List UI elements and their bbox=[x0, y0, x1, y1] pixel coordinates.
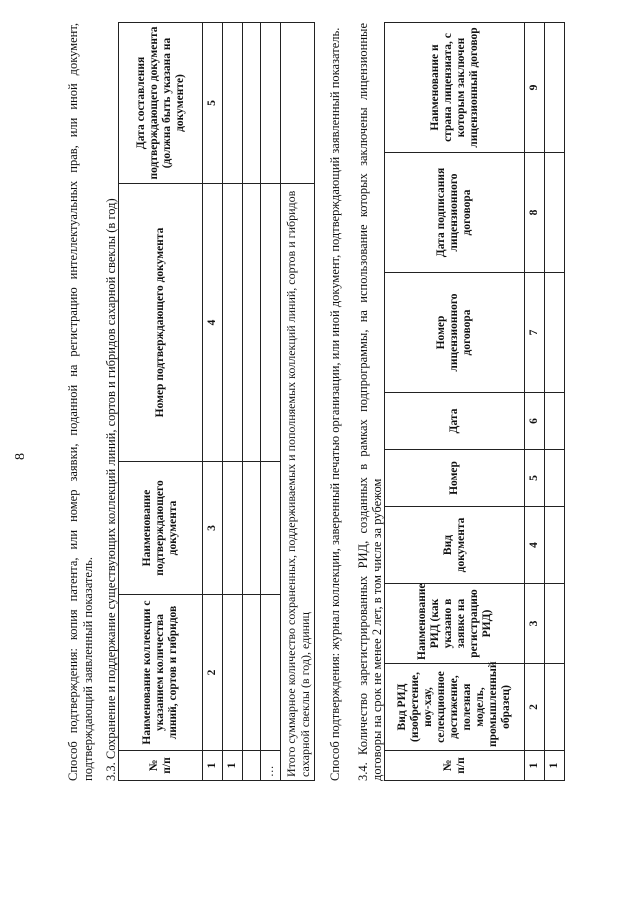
t34-colnum-1: 1 bbox=[525, 751, 545, 781]
paragraph-confirmation-1-line1: Способ подтверждения: копия патента, или номер заявки, поданной на регистрацию интеллектуальных прав, или иной документ, bbox=[66, 23, 80, 781]
page-number: 8 bbox=[13, 453, 28, 460]
table-cell bbox=[243, 23, 261, 184]
table-cell bbox=[545, 507, 565, 584]
t34-header-license-date: Дата подписания лицензионного договора bbox=[385, 153, 525, 273]
t34-header-doc-date: Дата bbox=[385, 393, 525, 450]
t34-colnum-2: 2 bbox=[525, 664, 545, 751]
table-cell bbox=[261, 462, 281, 595]
t33-row-3-number: … bbox=[261, 751, 281, 781]
table-cell bbox=[243, 184, 261, 462]
table-cell bbox=[223, 595, 243, 751]
table-cell bbox=[243, 462, 261, 595]
table-cell bbox=[545, 23, 565, 153]
table-3-3 bbox=[118, 22, 315, 781]
table-cell bbox=[261, 23, 281, 184]
t34-row-1-number: 1 bbox=[545, 751, 565, 781]
t33-row-1-number: 1 bbox=[223, 751, 243, 781]
table-cell bbox=[223, 23, 243, 184]
paragraph-confirmation-1-line2: подтверждающий заявленный показатель. bbox=[81, 557, 95, 781]
t34-header-licensee: Наименование и страна лицензиата, с которым заключен лицензионный договор bbox=[385, 23, 525, 153]
section-3-4-heading-line2: договоры на срок не менее 2 лет, в том числе за рубежом bbox=[370, 478, 384, 781]
t33-total-value bbox=[281, 23, 315, 184]
t33-header-number: № п/п bbox=[119, 751, 203, 781]
t33-colnum-3: 3 bbox=[203, 462, 223, 595]
section-3-4-heading-line1: 3.4. Количество зарегистрированных РИД, созданных в рамках подпрограммы, на использование которых заключены лицензионные bbox=[356, 23, 370, 781]
table-cell bbox=[261, 595, 281, 751]
t34-colnum-6: 6 bbox=[525, 393, 545, 450]
t34-header-rid-type: Вид РИД (изобретение, ноу-хау, селекционное достижение, полезная модель, промышленный образец) bbox=[385, 664, 525, 751]
t33-row-1 bbox=[223, 23, 243, 781]
t34-colnum-9: 9 bbox=[525, 23, 545, 153]
t34-header-doc-number: Номер bbox=[385, 450, 525, 507]
section-3-3-heading: 3.3. Сохранение и поддержание существующих коллекций линий, сортов и гибридов сахарной свеклы (в год) bbox=[104, 198, 118, 781]
table-3-4 bbox=[384, 22, 565, 781]
t33-colnum-5: 5 bbox=[203, 23, 223, 184]
t34-header-number: № п/п bbox=[385, 751, 525, 781]
t34-header-document-type: Вид документа bbox=[385, 507, 525, 584]
table-cell bbox=[223, 462, 243, 595]
t34-row-1 bbox=[545, 23, 565, 781]
t34-header-rid-name: Наименование РИД (как указано в заявке на регистрацию РИД) bbox=[385, 584, 525, 664]
t33-row-2 bbox=[243, 23, 261, 781]
table-cell bbox=[243, 751, 261, 781]
t33-header-document-number: Номер подтверждающего документа bbox=[119, 184, 203, 462]
table-cell bbox=[545, 450, 565, 507]
t33-total-label: Итого суммарное количество сохраненных, поддерживаемых и пополняемых коллекций линий, сортов и гибридов сахарной свеклы (в год), единиц bbox=[281, 184, 315, 781]
t34-colnum-7: 7 bbox=[525, 273, 545, 393]
table-cell bbox=[545, 273, 565, 393]
table-cell bbox=[223, 184, 243, 462]
table-cell bbox=[545, 153, 565, 273]
t33-header-collection-name: Наименование коллекции с указанием количества линий, сортов и гибридов bbox=[119, 595, 203, 751]
t34-colnum-4: 4 bbox=[525, 507, 545, 584]
table-cell bbox=[545, 584, 565, 664]
t34-header-license-number: Номер лицензионного договора bbox=[385, 273, 525, 393]
table-cell bbox=[545, 664, 565, 751]
t33-header-document-date: Дата составления подтверждающего документа (должна быть указана на документе) bbox=[119, 23, 203, 184]
table-cell bbox=[261, 184, 281, 462]
paragraph-confirmation-2: Способ подтверждения: журнал коллекции, заверенный печатью организации, или иной документ, подтверждающий заявленный показатель. bbox=[328, 27, 342, 781]
table-cell bbox=[243, 595, 261, 751]
t33-header-document-name: Наименование подтверждающего документа bbox=[119, 462, 203, 595]
t34-colnum-8: 8 bbox=[525, 153, 545, 273]
t33-colnum-1: 1 bbox=[203, 751, 223, 781]
t33-colnum-2: 2 bbox=[203, 595, 223, 751]
t33-row-3 bbox=[261, 23, 281, 781]
table-cell bbox=[545, 393, 565, 450]
t34-colnum-5: 5 bbox=[525, 450, 545, 507]
t33-colnum-4: 4 bbox=[203, 184, 223, 462]
t34-colnum-3: 3 bbox=[525, 584, 545, 664]
